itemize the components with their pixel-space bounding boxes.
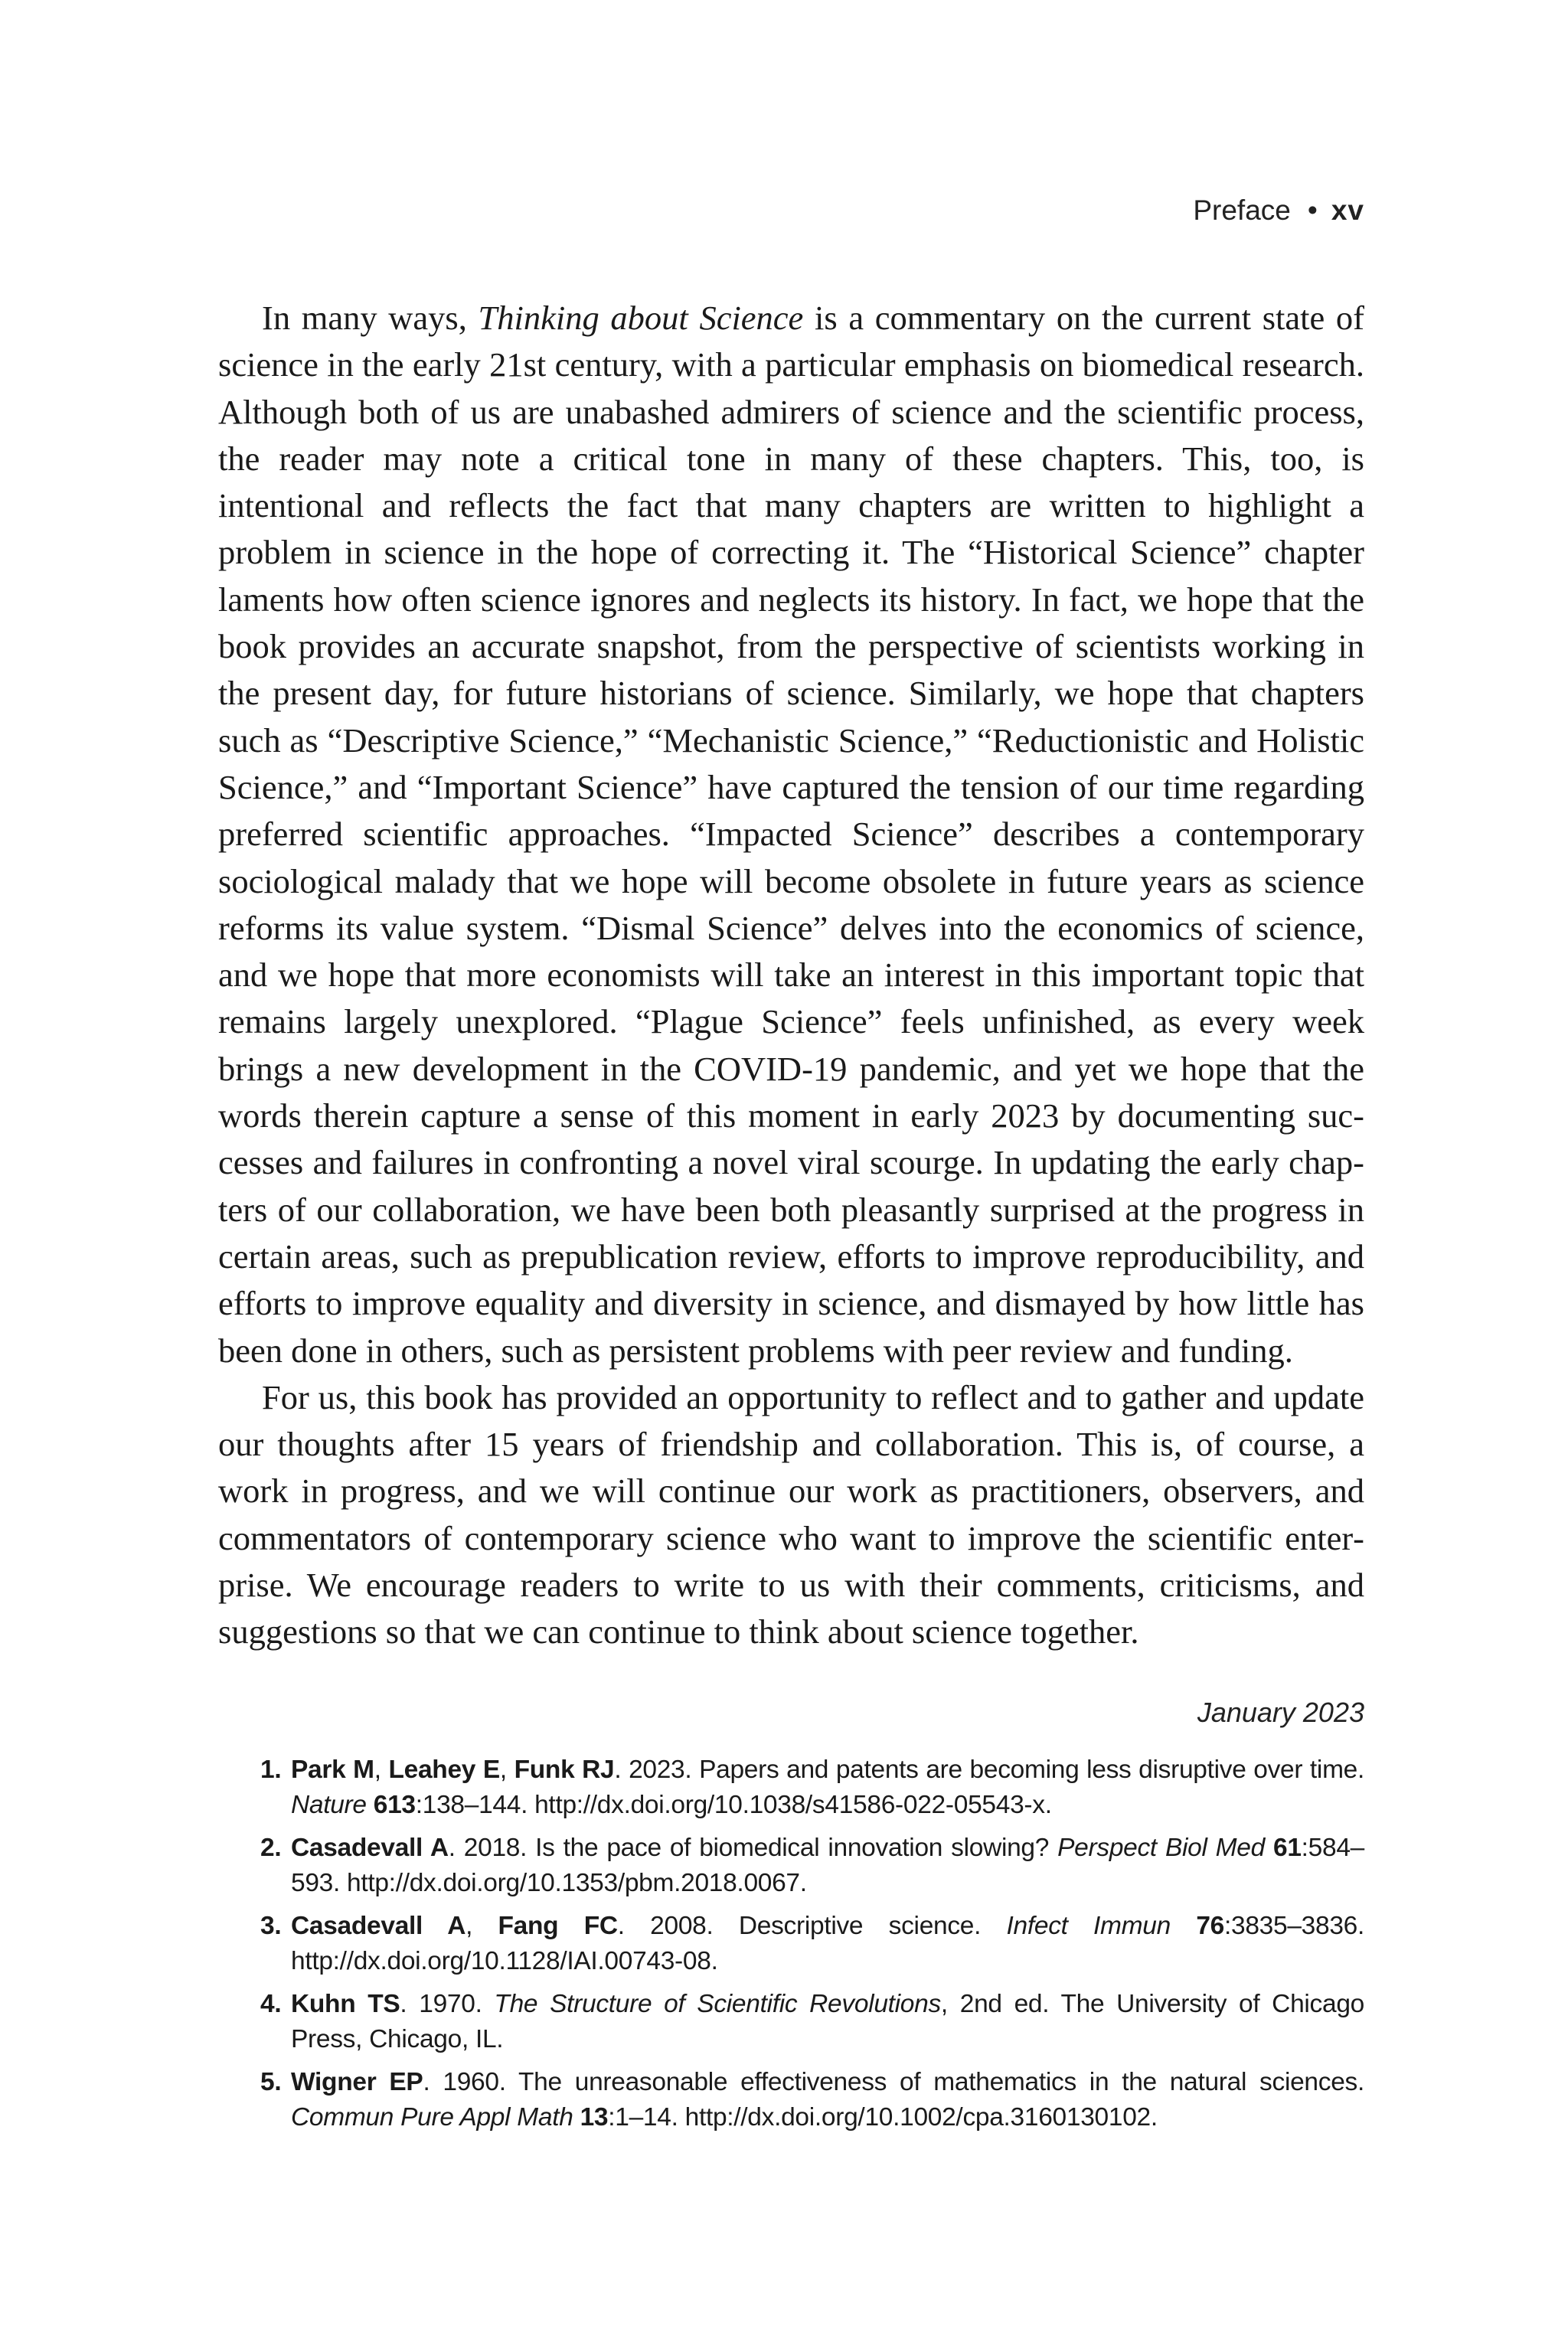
reference-item: [218, 1753, 1364, 1823]
reference-pages-doi: :1–14. http://dx.doi.org/10.1002/cpa.3160130102.: [608, 2103, 1158, 2132]
reference-author: Kuhn TS: [291, 1990, 400, 2018]
reference-item: [218, 1831, 1364, 1901]
reference-publisher: , 2nd ed. The University of Chicago Press, Chicago, IL.: [291, 1990, 1364, 2053]
reference-number: 1.: [260, 1756, 282, 1784]
reference-item: [218, 1909, 1364, 1979]
space: [1265, 1834, 1273, 1862]
author-separator: ,: [499, 1756, 514, 1784]
book-title: Thinking about Science: [478, 299, 804, 337]
reference-text: . 2008. Descriptive science.: [617, 1912, 1007, 1940]
paragraph-1: [218, 295, 1364, 1374]
reference-list: [218, 1753, 1364, 2143]
reference-item: [218, 2065, 1364, 2135]
reference-number: 3.: [260, 1912, 282, 1940]
reference-volume: 13: [580, 2103, 609, 2132]
running-head: [1193, 194, 1364, 227]
space: [573, 2103, 580, 2132]
reference-author: Casadevall A: [291, 1912, 466, 1940]
reference-journal: Commun Pure Appl Math: [291, 2103, 573, 2132]
reference-pages-doi: :584–593. http://dx.doi.org/10.1353/pbm.2018.0067.: [291, 1834, 1365, 1897]
bullet-separator: •: [1307, 194, 1318, 226]
reference-text: . 2018. Is the pace of biomedical innovation slowing?: [448, 1834, 1058, 1862]
reference-pages-doi: :138–144. http://dx.doi.org/10.1038/s41586-022-05543-x.: [415, 1791, 1052, 1819]
reference-pages-doi: :3835–3836. http://dx.doi.org/10.1128/IAI.00743-08.: [291, 1912, 1364, 1975]
preface-body: [218, 295, 1364, 1656]
reference-journal: Nature: [291, 1791, 367, 1819]
reference-book-title: The Structure of Scientific Revolutions: [494, 1990, 941, 2018]
paragraph-1-intro: In many ways,: [262, 299, 479, 337]
reference-text: . 2023. Papers and patents are becoming less disruptive over time.: [614, 1756, 1365, 1784]
space: [367, 1791, 374, 1819]
paragraph-1-text: is a commentary on the current state of science in the early 21st century, with a particular emphasis on biomedical research. Although both of us are unabashed admirers of science and the scientific process, the reader may note a critical tone in many of these chapters. This, too, is intentional and reflects the fact that many chapters are written to highlight a problem in science in the hope of correcting it. The “Historical Science” chapter laments how often science ignores and neglects its history. In fact, we hope that the book provides an accurate snapshot, from the perspective of scientists working in the present day, for future historians of science. Similarly, we hope that chapters such as “Descriptive Science,” “Mechanistic Science,” “Reductionistic and Holistic Science,” and “Important Science” have captured the tension of our time regarding preferred scientific approaches. “Impacted Science” describes a contemporary sociological malady that we hope will become obsolete in future years as science reforms its value system. “Dismal Science” delves into the economics of science, and we hope that more economists will take an interest in this important topic that remains largely unexplored. “Plague Science” feels unfinished, as every week brings a new development in the COVID-19 pandemic, and yet we hope that the words therein capture a sense of this moment in early 2023 by documenting successes and failures in confronting a novel viral scourge. In updating the early chapters of our collaboration, we have been both pleasantly surprised at the progress in certain areas, such as prepublication review, efforts to improve reproducibility, and efforts to improve equality and diversity in science, and dismayed by how little has been done in others, such as persistent problems with peer review and funding.: [218, 299, 1364, 1370]
reference-number: 4.: [260, 1990, 282, 2018]
paragraph-2: For us, this book has provided an opportunity to reflect and to gather and update our thoughts after 15 years of friendship and collaboration. This is, of course, a work in progress, and we will continue our work as practitioners, observers, and commentators of contemporary science who want to improve the scientific enterprise. We encourage readers to write to us with their comments, criticisms, and suggestions so that we can continue to think about science together.: [218, 1377, 1364, 1651]
author-separator: ,: [466, 1912, 498, 1940]
section-title: Preface: [1193, 194, 1291, 226]
reference-volume: 613: [373, 1791, 416, 1819]
reference-author: Funk RJ: [514, 1756, 615, 1784]
dateline: January 2023: [1197, 1697, 1364, 1728]
reference-journal: Infect Immun: [1006, 1912, 1171, 1940]
reference-author: Wigner EP: [291, 2068, 423, 2096]
author-separator: ,: [374, 1756, 389, 1784]
reference-author: Leahey E: [388, 1756, 500, 1784]
page-number: xv: [1331, 194, 1364, 226]
reference-author: Casadevall A: [291, 1834, 449, 1862]
reference-volume: 76: [1196, 1912, 1224, 1940]
reference-author: Fang FC: [498, 1912, 618, 1940]
reference-number: 5.: [260, 2068, 282, 2096]
reference-text: . 1970.: [400, 1990, 495, 2018]
reference-volume: 61: [1273, 1834, 1302, 1862]
reference-author: Park M: [291, 1756, 374, 1784]
space: [1171, 1912, 1196, 1940]
reference-item: [218, 1987, 1364, 2057]
reference-text: . 1960. The unreasonable effectiveness of mathematics in the natural sciences.: [423, 2068, 1364, 2096]
reference-number: 2.: [260, 1834, 282, 1862]
reference-journal: Perspect Biol Med: [1057, 1834, 1265, 1862]
